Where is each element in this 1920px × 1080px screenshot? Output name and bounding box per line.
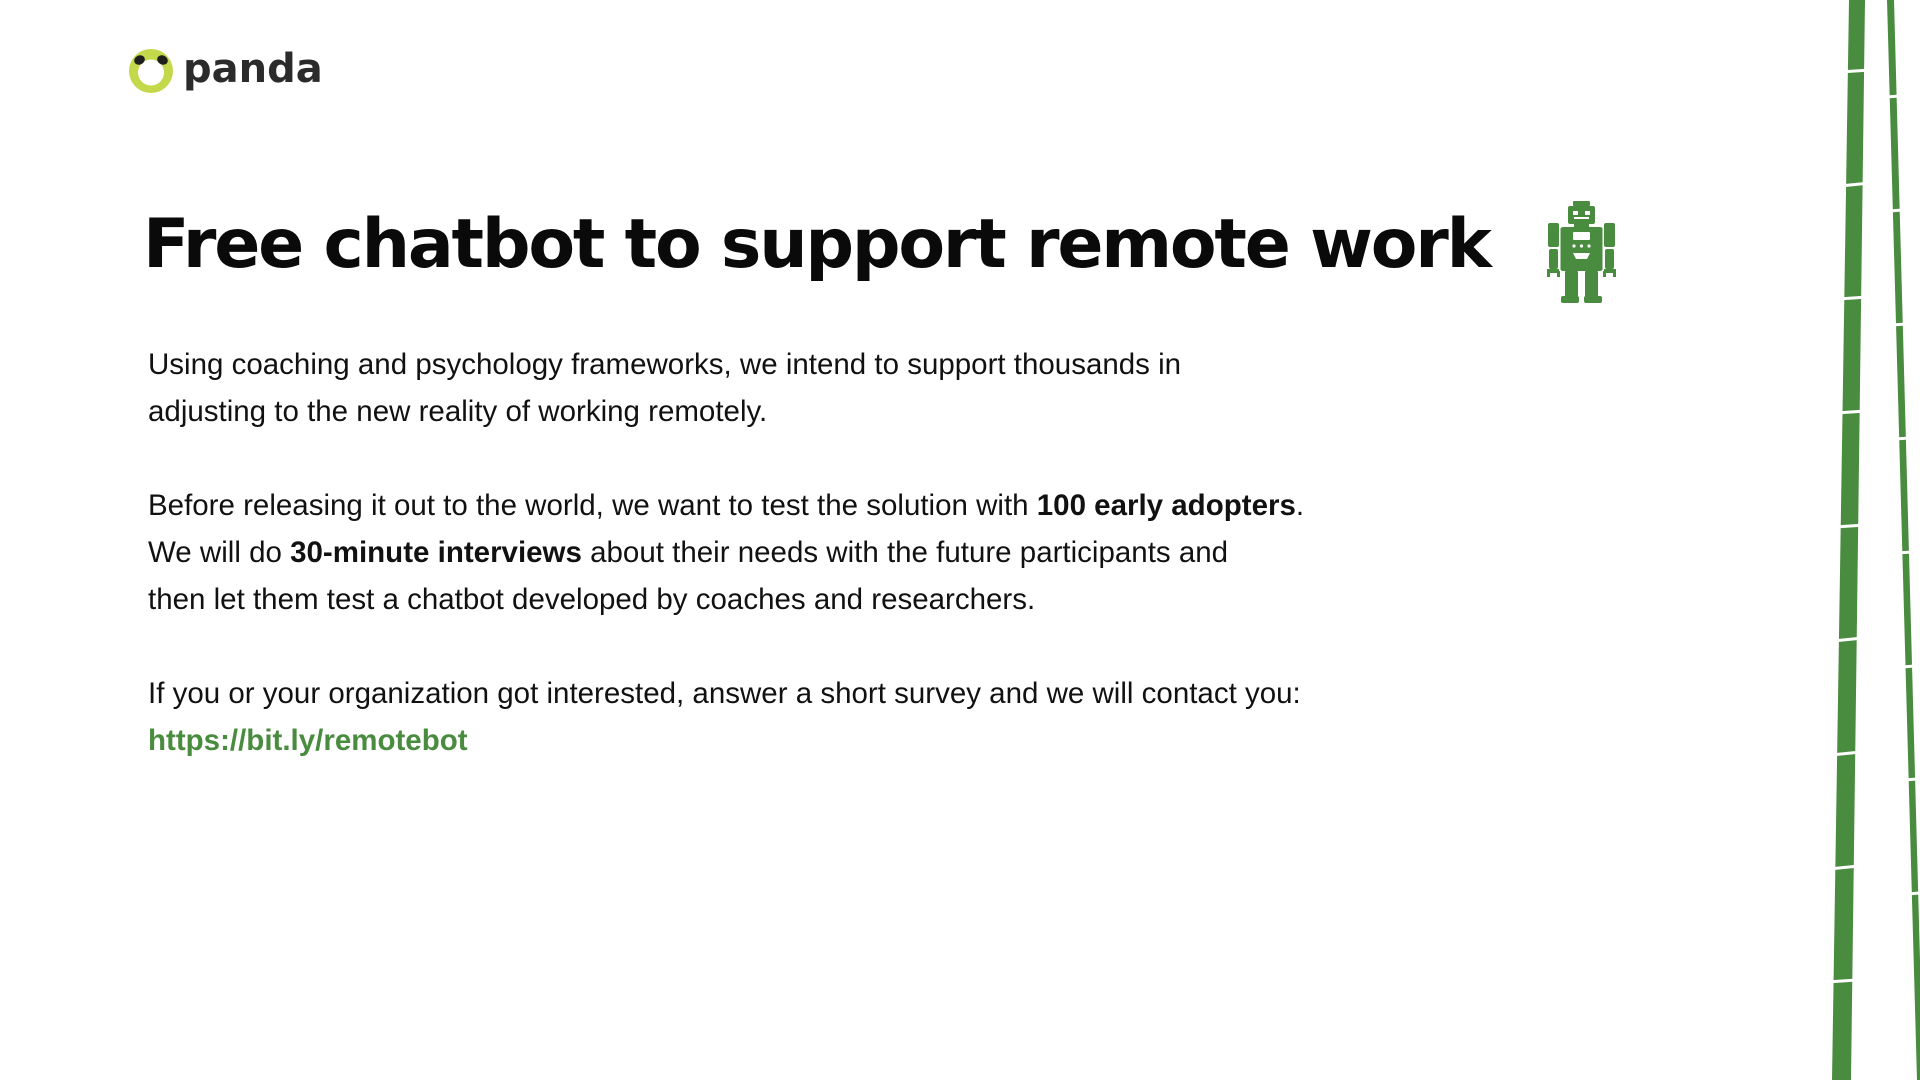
intro-line-1: Using coaching and psychology frameworks, we intend to support thousands in	[148, 348, 1182, 381]
plan-line-3: then let them test a chatbot developed by coaches and researchers.	[148, 583, 1036, 616]
survey-link[interactable]: https://bit.ly/remotebot	[148, 724, 468, 757]
page-title: Free chatbot to support remote work	[143, 205, 1490, 284]
plan-line-1-end: .	[1295, 489, 1305, 522]
brand-name: panda	[183, 46, 323, 92]
plan-line-2	[148, 529, 1488, 576]
plan-line-2-start: We will do	[148, 536, 291, 569]
cta-paragraph	[148, 670, 1488, 764]
plan-paragraph	[148, 482, 1488, 623]
intro-paragraph	[148, 341, 1488, 435]
panda-logo	[128, 48, 323, 94]
interviews-highlight: 30-minute interviews	[290, 536, 582, 569]
plan-line-2-end: about their needs with the future participants and	[581, 536, 1229, 569]
body-text	[148, 341, 1488, 811]
intro-line-2: adjusting to the new reality of working remotely.	[148, 395, 768, 428]
robot-icon	[1546, 201, 1617, 303]
panda-face-icon	[128, 48, 174, 94]
bamboo-decoration	[1820, 0, 1920, 1080]
plan-line-1-text: Before releasing it out to the world, we want to test the solution with	[148, 489, 1037, 522]
cta-line: If you or your organization got interested, answer a short survey and we will contact you:	[148, 677, 1301, 710]
early-adopters-highlight: 100 early adopters	[1036, 489, 1296, 522]
plan-line-1	[148, 482, 1488, 529]
